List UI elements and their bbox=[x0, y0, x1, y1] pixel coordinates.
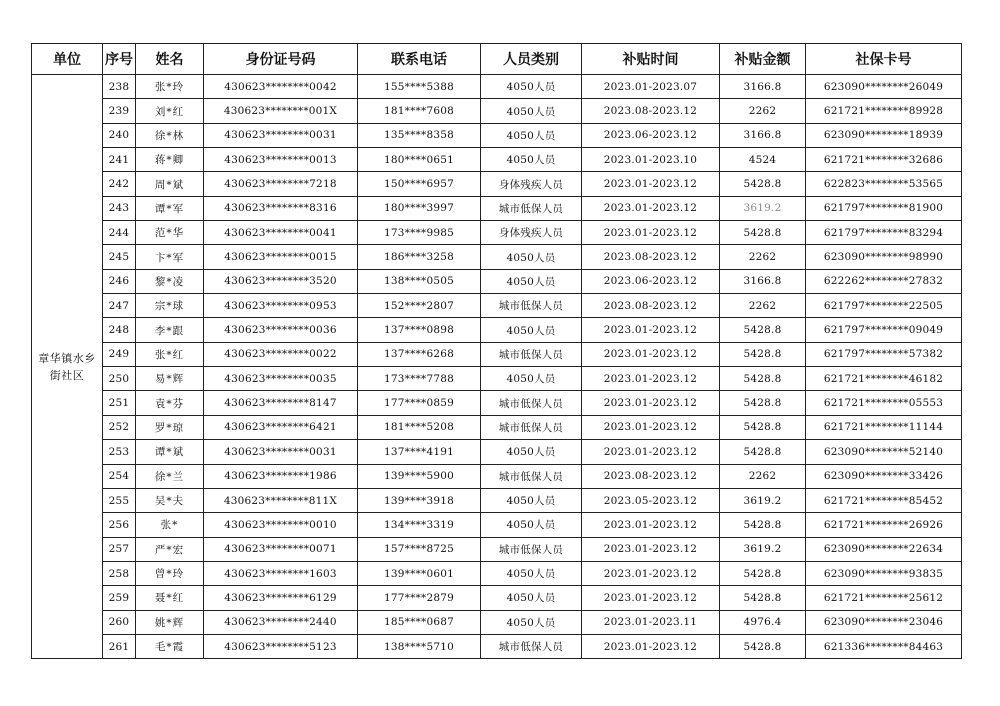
index-cell: 250 bbox=[103, 367, 136, 391]
table-row bbox=[32, 488, 962, 512]
id-number-cell: 430623********0071 bbox=[204, 537, 358, 561]
table-row bbox=[32, 537, 962, 561]
id-number-cell: 430623********1986 bbox=[204, 464, 358, 488]
phone-cell: 139****0601 bbox=[358, 561, 481, 585]
period-cell: 2023.08-2023.12 bbox=[582, 464, 720, 488]
card-number-cell: 621721********32686 bbox=[806, 148, 962, 172]
amount-cell: 2262 bbox=[720, 294, 806, 318]
period-cell: 2023.01-2023.12 bbox=[582, 221, 720, 245]
period-header: 补贴时间 bbox=[582, 44, 720, 75]
card-number-cell: 623090********18939 bbox=[806, 123, 962, 147]
category-cell: 城市低保人员 bbox=[481, 196, 582, 220]
table-row bbox=[32, 172, 962, 196]
category-cell: 城市低保人员 bbox=[481, 342, 582, 366]
id-number-cell: 430623********2440 bbox=[204, 610, 358, 634]
id-number-cell: 430623********6421 bbox=[204, 415, 358, 439]
period-cell: 2023.01-2023.12 bbox=[582, 440, 720, 464]
index-cell: 258 bbox=[103, 561, 136, 585]
period-cell: 2023.01-2023.12 bbox=[582, 415, 720, 439]
category-cell: 4050人员 bbox=[481, 488, 582, 512]
index-cell: 238 bbox=[103, 75, 136, 99]
category-cell: 城市低保人员 bbox=[481, 294, 582, 318]
card-number-cell: 621336********84463 bbox=[806, 634, 962, 658]
table-row bbox=[32, 148, 962, 172]
id-number-cell: 430623********0010 bbox=[204, 513, 358, 537]
table-body bbox=[32, 75, 962, 659]
card-number-cell: 621721********85452 bbox=[806, 488, 962, 512]
category-cell: 身体残疾人员 bbox=[481, 221, 582, 245]
category-cell: 4050人员 bbox=[481, 610, 582, 634]
category-cell: 城市低保人员 bbox=[481, 391, 582, 415]
phone-cell: 137****4191 bbox=[358, 440, 481, 464]
id-number-cell: 430623********0036 bbox=[204, 318, 358, 342]
name-cell: 范*华 bbox=[136, 221, 204, 245]
name-cell: 卞*军 bbox=[136, 245, 204, 269]
period-cell: 2023.05-2023.12 bbox=[582, 488, 720, 512]
period-cell: 2023.01-2023.10 bbox=[582, 148, 720, 172]
amount-cell: 5428.8 bbox=[720, 172, 806, 196]
phone-cell: 177****0859 bbox=[358, 391, 481, 415]
index-cell: 239 bbox=[103, 99, 136, 123]
name-cell: 易*辉 bbox=[136, 367, 204, 391]
phone-cell: 186****3258 bbox=[358, 245, 481, 269]
name-cell: 周*斌 bbox=[136, 172, 204, 196]
table-row bbox=[32, 221, 962, 245]
phone-cell: 138****0505 bbox=[358, 269, 481, 293]
table-row bbox=[32, 99, 962, 123]
amount-cell: 3166.8 bbox=[720, 123, 806, 147]
phone-cell: 137****6268 bbox=[358, 342, 481, 366]
category-cell: 4050人员 bbox=[481, 513, 582, 537]
index-cell: 256 bbox=[103, 513, 136, 537]
phone-cell: 177****2879 bbox=[358, 586, 481, 610]
phone-header: 联系电话 bbox=[358, 44, 481, 75]
name-cell: 李*跟 bbox=[136, 318, 204, 342]
id-number-cell: 430623********3520 bbox=[204, 269, 358, 293]
amount-cell: 5428.8 bbox=[720, 391, 806, 415]
index-cell: 243 bbox=[103, 196, 136, 220]
period-cell: 2023.01-2023.12 bbox=[582, 342, 720, 366]
id-number-cell: 430623********5123 bbox=[204, 634, 358, 658]
amount-cell: 5428.8 bbox=[720, 415, 806, 439]
index-cell: 246 bbox=[103, 269, 136, 293]
name-cell: 张*玲 bbox=[136, 75, 204, 99]
card-number-cell: 621797********83294 bbox=[806, 221, 962, 245]
card-number-cell: 621721********05553 bbox=[806, 391, 962, 415]
phone-cell: 180****0651 bbox=[358, 148, 481, 172]
id-number-header: 身份证号码 bbox=[204, 44, 358, 75]
index-cell: 240 bbox=[103, 123, 136, 147]
amount-cell: 5428.8 bbox=[720, 367, 806, 391]
card-number-cell: 621721********25612 bbox=[806, 586, 962, 610]
category-cell: 4050人员 bbox=[481, 269, 582, 293]
id-number-cell: 430623********0015 bbox=[204, 245, 358, 269]
phone-cell: 137****0898 bbox=[358, 318, 481, 342]
id-number-cell: 430623********0031 bbox=[204, 440, 358, 464]
index-cell: 261 bbox=[103, 634, 136, 658]
amount-cell: 2262 bbox=[720, 245, 806, 269]
id-number-cell: 430623********0041 bbox=[204, 221, 358, 245]
amount-cell: 2262 bbox=[720, 464, 806, 488]
name-cell: 曾*玲 bbox=[136, 561, 204, 585]
amount-cell: 3166.8 bbox=[720, 75, 806, 99]
amount-cell: 5428.8 bbox=[720, 634, 806, 658]
table-row bbox=[32, 634, 962, 658]
amount-cell: 3619.2 bbox=[720, 488, 806, 512]
index-cell: 245 bbox=[103, 245, 136, 269]
name-cell: 罗*琼 bbox=[136, 415, 204, 439]
card-number-cell: 622262********27832 bbox=[806, 269, 962, 293]
table-row bbox=[32, 561, 962, 585]
id-number-cell: 430623********0035 bbox=[204, 367, 358, 391]
amount-cell: 3619.2 bbox=[720, 537, 806, 561]
card-number-cell: 621797********57382 bbox=[806, 342, 962, 366]
id-number-cell: 430623********1603 bbox=[204, 561, 358, 585]
index-cell: 241 bbox=[103, 148, 136, 172]
id-number-cell: 430623********8316 bbox=[204, 196, 358, 220]
table-row bbox=[32, 75, 962, 99]
phone-cell: 180****3997 bbox=[358, 196, 481, 220]
amount-cell: 4524 bbox=[720, 148, 806, 172]
index-cell: 253 bbox=[103, 440, 136, 464]
category-cell: 4050人员 bbox=[481, 123, 582, 147]
card-number-cell: 621797********81900 bbox=[806, 196, 962, 220]
amount-cell: 2262 bbox=[720, 99, 806, 123]
category-cell: 城市低保人员 bbox=[481, 634, 582, 658]
phone-cell: 157****8725 bbox=[358, 537, 481, 561]
period-cell: 2023.01-2023.12 bbox=[582, 561, 720, 585]
table-row bbox=[32, 245, 962, 269]
index-cell: 251 bbox=[103, 391, 136, 415]
category-cell: 4050人员 bbox=[481, 245, 582, 269]
phone-cell: 181****7608 bbox=[358, 99, 481, 123]
name-cell: 宗*球 bbox=[136, 294, 204, 318]
period-cell: 2023.08-2023.12 bbox=[582, 99, 720, 123]
index-cell: 257 bbox=[103, 537, 136, 561]
index-cell: 259 bbox=[103, 586, 136, 610]
card-number-cell: 621797********22505 bbox=[806, 294, 962, 318]
index-cell: 247 bbox=[103, 294, 136, 318]
category-cell: 4050人员 bbox=[481, 75, 582, 99]
amount-cell: 5428.8 bbox=[720, 561, 806, 585]
card-number-cell: 621721********26926 bbox=[806, 513, 962, 537]
amount-cell: 5428.8 bbox=[720, 586, 806, 610]
amount-cell: 5428.8 bbox=[720, 513, 806, 537]
name-cell: 张* bbox=[136, 513, 204, 537]
period-cell: 2023.08-2023.12 bbox=[582, 294, 720, 318]
name-cell: 谭*斌 bbox=[136, 440, 204, 464]
card-number-cell: 623090********26049 bbox=[806, 75, 962, 99]
index-cell: 249 bbox=[103, 342, 136, 366]
table-row bbox=[32, 415, 962, 439]
index-cell: 260 bbox=[103, 610, 136, 634]
name-cell: 刘*红 bbox=[136, 99, 204, 123]
card-number-header: 社保卡号 bbox=[806, 44, 962, 75]
period-cell: 2023.01-2023.12 bbox=[582, 367, 720, 391]
name-cell: 毛*霞 bbox=[136, 634, 204, 658]
amount-cell: 3619.2 bbox=[720, 196, 806, 220]
id-number-cell: 430623********0042 bbox=[204, 75, 358, 99]
card-number-cell: 623090********22634 bbox=[806, 537, 962, 561]
card-number-cell: 622823********53565 bbox=[806, 172, 962, 196]
amount-cell: 3166.8 bbox=[720, 269, 806, 293]
index-cell: 252 bbox=[103, 415, 136, 439]
phone-cell: 181****5208 bbox=[358, 415, 481, 439]
phone-cell: 139****3918 bbox=[358, 488, 481, 512]
phone-cell: 173****7788 bbox=[358, 367, 481, 391]
card-number-cell: 621721********46182 bbox=[806, 367, 962, 391]
subsidy-table bbox=[31, 43, 962, 659]
index-header: 序号 bbox=[103, 44, 136, 75]
card-number-cell: 621721********89928 bbox=[806, 99, 962, 123]
category-cell: 4050人员 bbox=[481, 440, 582, 464]
category-cell: 4050人员 bbox=[481, 148, 582, 172]
id-number-cell: 430623********6129 bbox=[204, 586, 358, 610]
card-number-cell: 621797********09049 bbox=[806, 318, 962, 342]
name-cell: 袁*芬 bbox=[136, 391, 204, 415]
category-cell: 城市低保人员 bbox=[481, 537, 582, 561]
card-number-cell: 623090********33426 bbox=[806, 464, 962, 488]
header-row bbox=[32, 44, 962, 75]
table-row bbox=[32, 123, 962, 147]
amount-cell: 5428.8 bbox=[720, 221, 806, 245]
period-cell: 2023.01-2023.12 bbox=[582, 537, 720, 561]
phone-cell: 173****9985 bbox=[358, 221, 481, 245]
period-cell: 2023.01-2023.12 bbox=[582, 513, 720, 537]
table-row bbox=[32, 294, 962, 318]
table-row bbox=[32, 464, 962, 488]
card-number-cell: 623090********98990 bbox=[806, 245, 962, 269]
amount-cell: 5428.8 bbox=[720, 318, 806, 342]
phone-cell: 155****5388 bbox=[358, 75, 481, 99]
name-cell: 严*宏 bbox=[136, 537, 204, 561]
category-cell: 4050人员 bbox=[481, 586, 582, 610]
category-cell: 4050人员 bbox=[481, 367, 582, 391]
card-number-cell: 621721********11144 bbox=[806, 415, 962, 439]
amount-cell: 5428.8 bbox=[720, 440, 806, 464]
id-number-cell: 430623********0953 bbox=[204, 294, 358, 318]
unit-header: 单位 bbox=[32, 44, 103, 75]
amount-header: 补贴金额 bbox=[720, 44, 806, 75]
card-number-cell: 623090********23046 bbox=[806, 610, 962, 634]
id-number-cell: 430623********001X bbox=[204, 99, 358, 123]
name-cell: 聂*红 bbox=[136, 586, 204, 610]
index-cell: 248 bbox=[103, 318, 136, 342]
category-header: 人员类别 bbox=[481, 44, 582, 75]
phone-cell: 139****5900 bbox=[358, 464, 481, 488]
phone-cell: 185****0687 bbox=[358, 610, 481, 634]
name-cell: 徐*兰 bbox=[136, 464, 204, 488]
period-cell: 2023.08-2023.12 bbox=[582, 245, 720, 269]
index-cell: 242 bbox=[103, 172, 136, 196]
category-cell: 城市低保人员 bbox=[481, 415, 582, 439]
amount-cell: 4976.4 bbox=[720, 610, 806, 634]
table-row bbox=[32, 513, 962, 537]
phone-cell: 150****6957 bbox=[358, 172, 481, 196]
period-cell: 2023.01-2023.12 bbox=[582, 391, 720, 415]
phone-cell: 134****3319 bbox=[358, 513, 481, 537]
category-cell: 城市低保人员 bbox=[481, 464, 582, 488]
category-cell: 4050人员 bbox=[481, 561, 582, 585]
name-header: 姓名 bbox=[136, 44, 204, 75]
table-row bbox=[32, 391, 962, 415]
table-row bbox=[32, 367, 962, 391]
name-cell: 吴*夫 bbox=[136, 488, 204, 512]
index-cell: 255 bbox=[103, 488, 136, 512]
table-row bbox=[32, 440, 962, 464]
category-cell: 身体残疾人员 bbox=[481, 172, 582, 196]
phone-cell: 135****8358 bbox=[358, 123, 481, 147]
id-number-cell: 430623********0013 bbox=[204, 148, 358, 172]
unit-cell: 章华镇水乡街社区 bbox=[32, 75, 103, 659]
id-number-cell: 430623********0022 bbox=[204, 342, 358, 366]
table-row bbox=[32, 318, 962, 342]
name-cell: 黎*凌 bbox=[136, 269, 204, 293]
table-row bbox=[32, 196, 962, 220]
period-cell: 2023.06-2023.12 bbox=[582, 123, 720, 147]
period-cell: 2023.01-2023.12 bbox=[582, 172, 720, 196]
id-number-cell: 430623********0031 bbox=[204, 123, 358, 147]
period-cell: 2023.01-2023.07 bbox=[582, 75, 720, 99]
index-cell: 244 bbox=[103, 221, 136, 245]
index-cell: 254 bbox=[103, 464, 136, 488]
period-cell: 2023.01-2023.12 bbox=[582, 196, 720, 220]
phone-cell: 138****5710 bbox=[358, 634, 481, 658]
period-cell: 2023.01-2023.12 bbox=[582, 586, 720, 610]
phone-cell: 152****2807 bbox=[358, 294, 481, 318]
card-number-cell: 623090********93835 bbox=[806, 561, 962, 585]
table-row bbox=[32, 610, 962, 634]
period-cell: 2023.01-2023.12 bbox=[582, 634, 720, 658]
category-cell: 4050人员 bbox=[481, 99, 582, 123]
table-row bbox=[32, 269, 962, 293]
id-number-cell: 430623********811X bbox=[204, 488, 358, 512]
period-cell: 2023.01-2023.11 bbox=[582, 610, 720, 634]
period-cell: 2023.01-2023.12 bbox=[582, 318, 720, 342]
table-row bbox=[32, 586, 962, 610]
table-row bbox=[32, 342, 962, 366]
amount-cell: 5428.8 bbox=[720, 342, 806, 366]
category-cell: 4050人员 bbox=[481, 318, 582, 342]
period-cell: 2023.06-2023.12 bbox=[582, 269, 720, 293]
name-cell: 姚*辉 bbox=[136, 610, 204, 634]
name-cell: 蒋*卿 bbox=[136, 148, 204, 172]
name-cell: 张*红 bbox=[136, 342, 204, 366]
card-number-cell: 623090********52140 bbox=[806, 440, 962, 464]
name-cell: 徐*林 bbox=[136, 123, 204, 147]
id-number-cell: 430623********8147 bbox=[204, 391, 358, 415]
id-number-cell: 430623********7218 bbox=[204, 172, 358, 196]
name-cell: 谭*军 bbox=[136, 196, 204, 220]
